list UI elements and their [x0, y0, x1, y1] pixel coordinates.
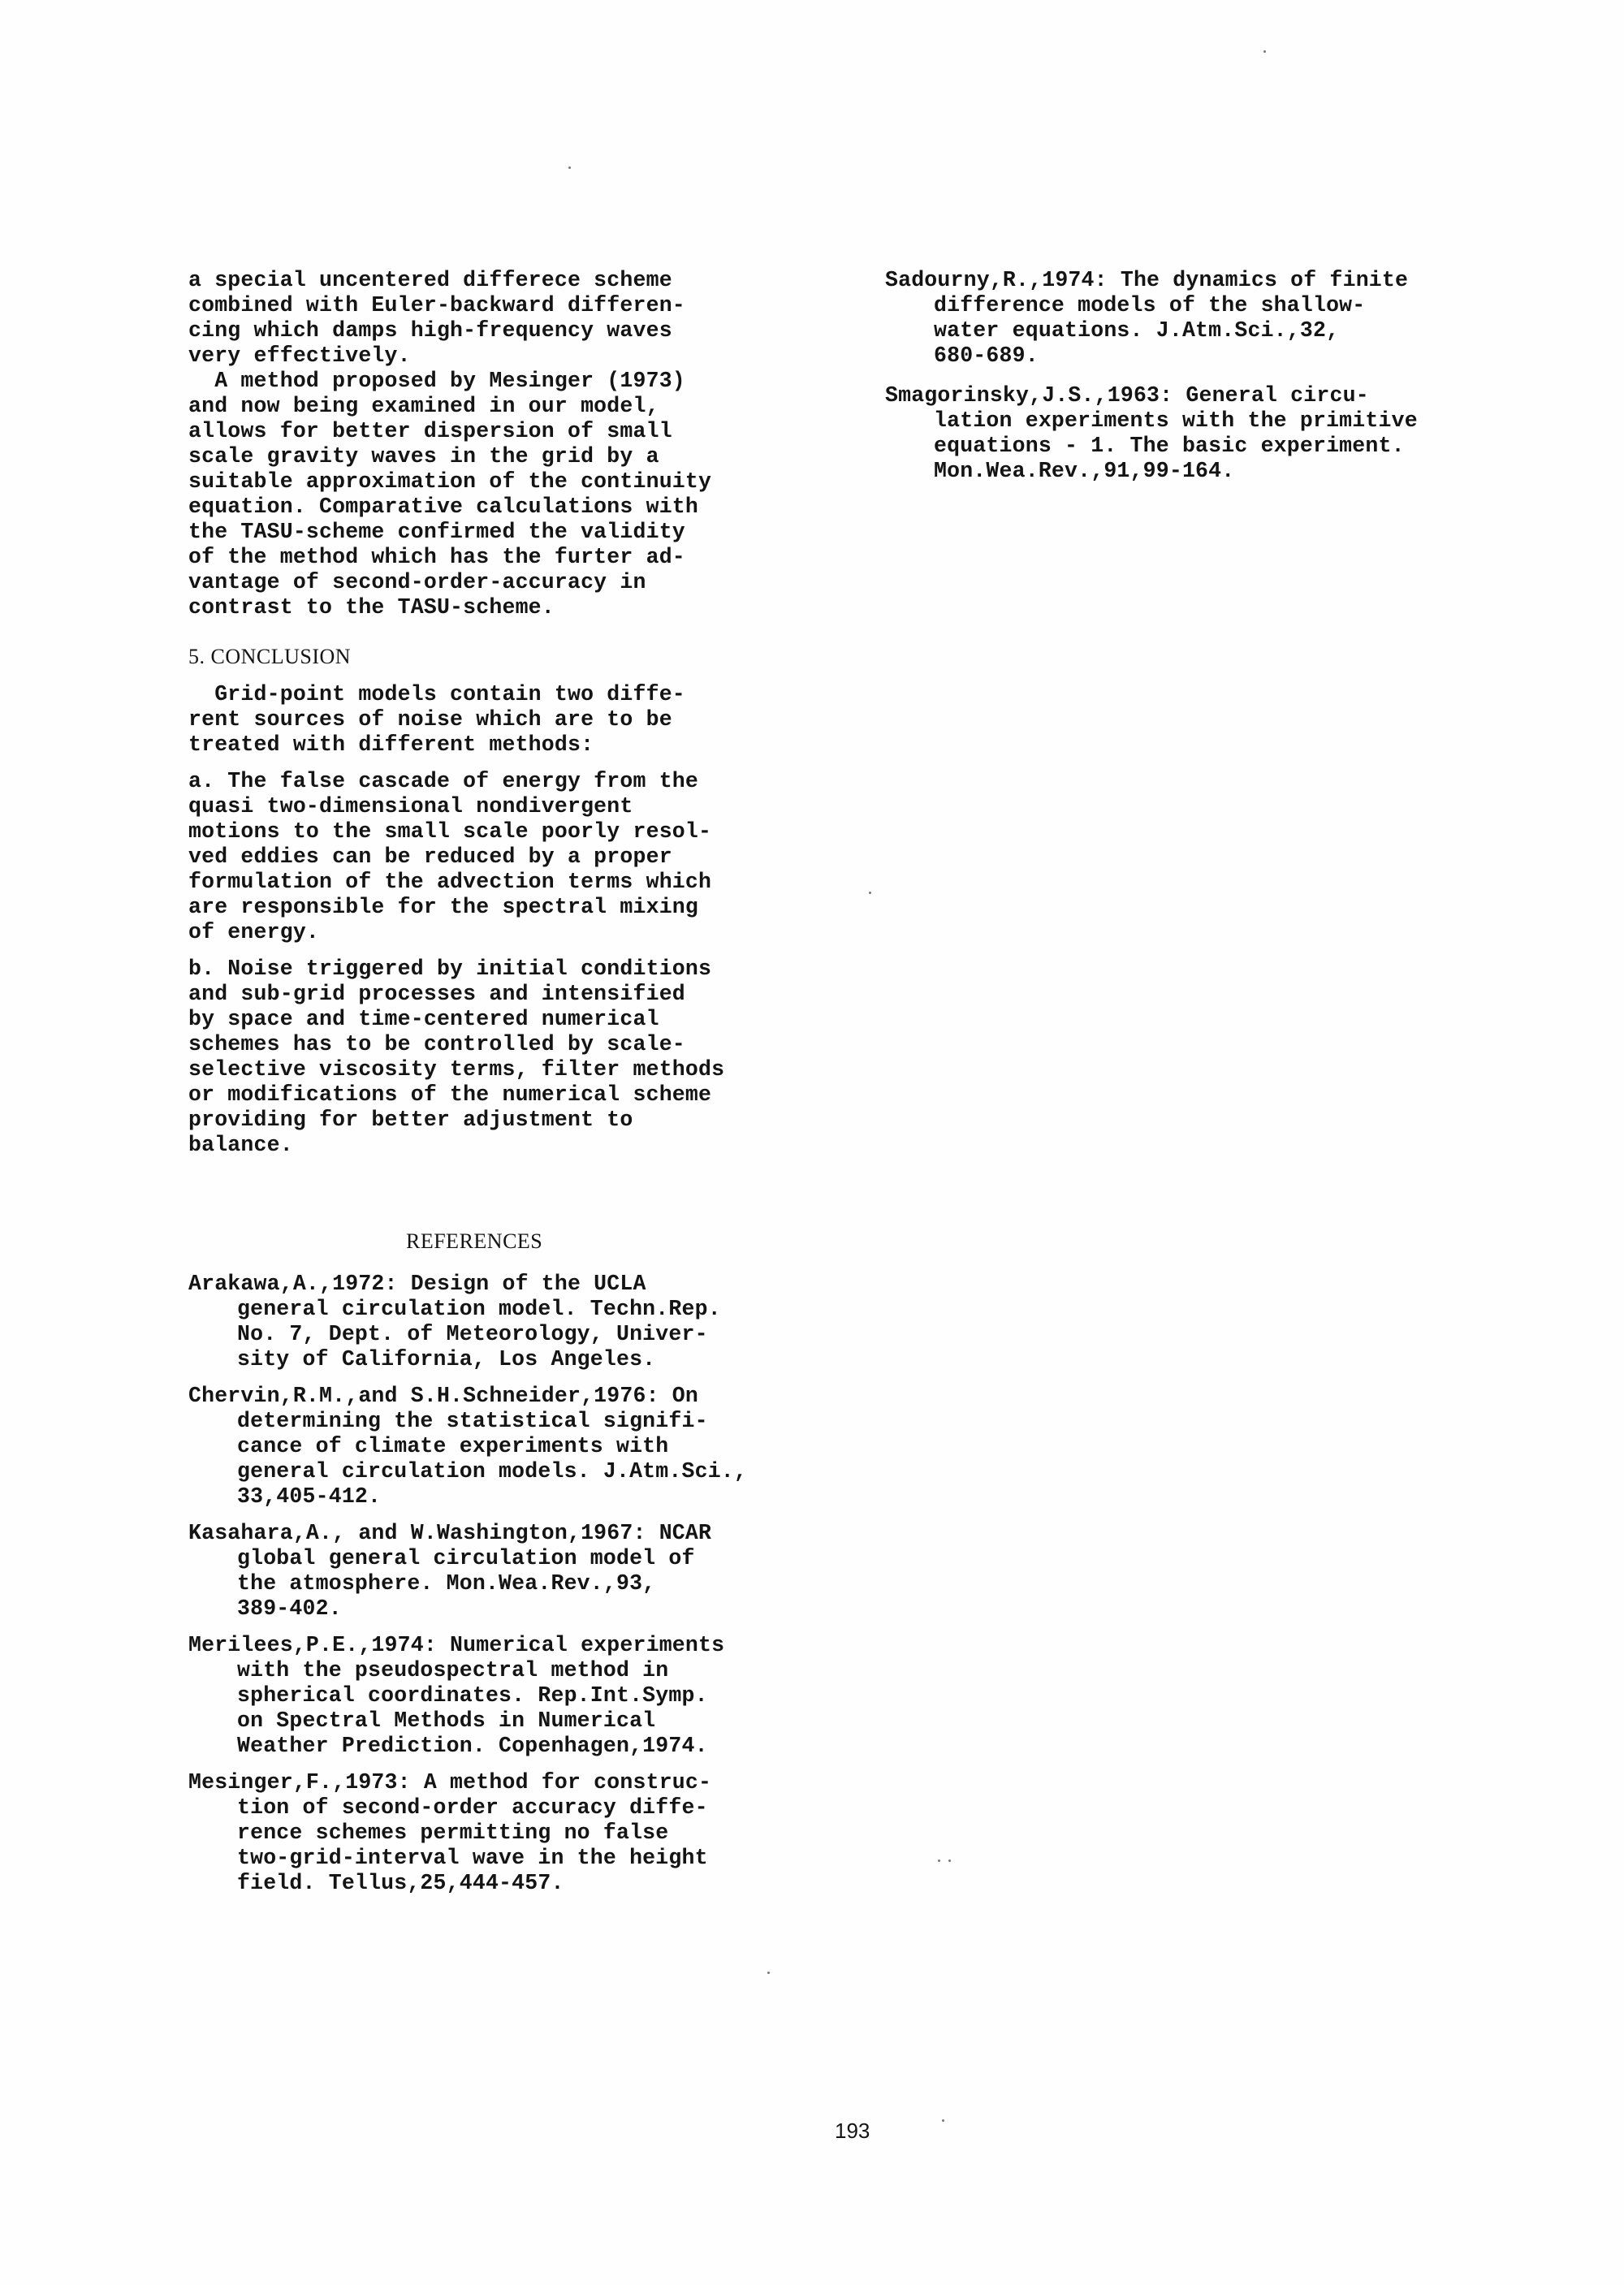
- reference-line: global general circulation model of: [237, 1546, 695, 1570]
- scan-speck: [568, 166, 571, 169]
- reference-line: lation experiments with the primitive: [934, 408, 1418, 433]
- text-line: providing for better adjustment to: [188, 1108, 633, 1132]
- text-line: very effectively.: [188, 343, 411, 368]
- scan-speck: [942, 2119, 944, 2122]
- text-line: a special uncentered differece scheme: [188, 268, 672, 292]
- reference-line: with the pseudospectral method in: [237, 1658, 669, 1682]
- conclusion-heading: 5. CONCLUSION: [188, 645, 352, 668]
- reference-line: 33,405-412.: [237, 1484, 382, 1509]
- text-line: and now being examined in our model,: [188, 394, 659, 418]
- reference-line: on Spectral Methods in Numerical: [237, 1708, 656, 1733]
- text-line: rent sources of noise which are to be: [188, 707, 672, 732]
- text-line: a. The false cascade of energy from the: [188, 769, 699, 793]
- reference-first-line: Mesinger,F.,1973: A method for construc-: [188, 1770, 712, 1795]
- right-column: [885, 268, 1535, 495]
- text-line: equation. Comparative calculations with: [188, 495, 699, 519]
- conclusion-intro-paragraph: [188, 682, 854, 758]
- text-line: allows for better dispersion of small: [188, 419, 672, 443]
- scan-speck: [948, 1860, 951, 1862]
- reference-line: tion of second-order accuracy diffe-: [237, 1795, 708, 1820]
- left-column: [188, 268, 854, 1907]
- reference-line: general circulation models. J.Atm.Sci.,: [237, 1459, 748, 1484]
- reference-line: sity of California, Los Angeles.: [237, 1347, 656, 1371]
- reference-item: [885, 268, 1535, 369]
- text-line: and sub-grid processes and intensified: [188, 982, 685, 1006]
- text-line: suitable approximation of the continuity: [188, 469, 712, 494]
- reference-line: spherical coordinates. Rep.Int.Symp.: [237, 1683, 708, 1708]
- text-line: selective viscosity terms, filter methods: [188, 1057, 725, 1082]
- reference-first-line: Chervin,R.M.,and S.H.Schneider,1976: On: [188, 1384, 699, 1408]
- text-line: schemes has to be controlled by scale-: [188, 1032, 685, 1056]
- text-line: vantage of second-order-accuracy in: [188, 570, 646, 594]
- text-line: treated with different methods:: [188, 732, 594, 757]
- reference-line: 680-689.: [934, 343, 1039, 368]
- text-line: are responsible for the spectral mixing: [188, 895, 699, 919]
- reference-line: No. 7, Dept. of Meteorology, Univer-: [237, 1322, 708, 1346]
- reference-item: [188, 1384, 854, 1510]
- reference-line: 389-402.: [237, 1596, 342, 1621]
- text-line: of the method which has the furter ad-: [188, 545, 685, 569]
- point-a-paragraph: [188, 769, 854, 945]
- page-number: 193: [835, 2119, 870, 2143]
- scan-speck: [1263, 50, 1266, 53]
- text-line: formulation of the advection terms which: [188, 870, 712, 894]
- text-line: balance.: [188, 1133, 293, 1157]
- point-b-paragraph: [188, 957, 854, 1158]
- reference-first-line: Kasahara,A., and W.Washington,1967: NCAR: [188, 1521, 712, 1545]
- text-line: or modifications of the numerical scheme: [188, 1082, 712, 1107]
- reference-first-line: Merilees,P.E.,1974: Numerical experiments: [188, 1633, 725, 1657]
- intro-paragraph: [188, 268, 854, 369]
- reference-item: [188, 1770, 854, 1896]
- reference-line: field. Tellus,25,444-457.: [237, 1871, 564, 1895]
- reference-line: rence schemes permitting no false: [237, 1821, 669, 1845]
- reference-line: the atmosphere. Mon.Wea.Rev.,93,: [237, 1571, 656, 1596]
- text-line: scale gravity waves in the grid by a: [188, 444, 659, 469]
- text-line: cing which damps high-frequency waves: [188, 318, 672, 343]
- text-line: contrast to the TASU-scheme.: [188, 595, 555, 620]
- text-line: ved eddies can be reduced by a proper: [188, 844, 672, 869]
- text-line: by space and time-centered numerical: [188, 1007, 659, 1031]
- text-line: b. Noise triggered by initial conditions: [188, 957, 712, 981]
- scan-speck: [767, 1972, 770, 1974]
- reference-line: cance of climate experiments with: [237, 1434, 669, 1458]
- text-line: of energy.: [188, 920, 320, 944]
- text-line: A method proposed by Mesinger (1973): [188, 369, 685, 393]
- reference-line: difference models of the shallow-: [934, 293, 1366, 317]
- scan-speck: [869, 892, 871, 894]
- reference-line: two-grid-interval wave in the height: [237, 1846, 708, 1870]
- reference-item: [885, 383, 1535, 484]
- reference-line: water equations. J.Atm.Sci.,32,: [934, 318, 1340, 343]
- reference-first-line: Arakawa,A.,1972: Design of the UCLA: [188, 1272, 646, 1296]
- reference-item: [188, 1272, 854, 1372]
- reference-item: [188, 1633, 854, 1759]
- text-line: combined with Euler-backward differen-: [188, 293, 685, 317]
- reference-first-line: Sadourny,R.,1974: The dynamics of finite: [885, 268, 1409, 292]
- text-line: Grid-point models contain two diffe-: [188, 682, 685, 706]
- reference-line: Mon.Wea.Rev.,91,99-164.: [934, 459, 1235, 483]
- reference-line: Weather Prediction. Copenhagen,1974.: [237, 1734, 708, 1758]
- reference-line: general circulation model. Techn.Rep.: [237, 1297, 721, 1321]
- text-line: motions to the small scale poorly resol-: [188, 819, 712, 844]
- reference-line: equations - 1. The basic experiment.: [934, 434, 1405, 458]
- mesinger-paragraph: [188, 369, 854, 620]
- scan-speck: [938, 1860, 940, 1862]
- text-line: quasi two-dimensional nondivergent: [188, 794, 633, 819]
- references-heading: REFERENCES: [406, 1229, 543, 1253]
- text-line: the TASU-scheme confirmed the validity: [188, 520, 685, 544]
- reference-item: [188, 1521, 854, 1622]
- reference-first-line: Smagorinsky,J.S.,1963: General circu-: [885, 383, 1369, 408]
- reference-line: determining the statistical signifi-: [237, 1409, 708, 1433]
